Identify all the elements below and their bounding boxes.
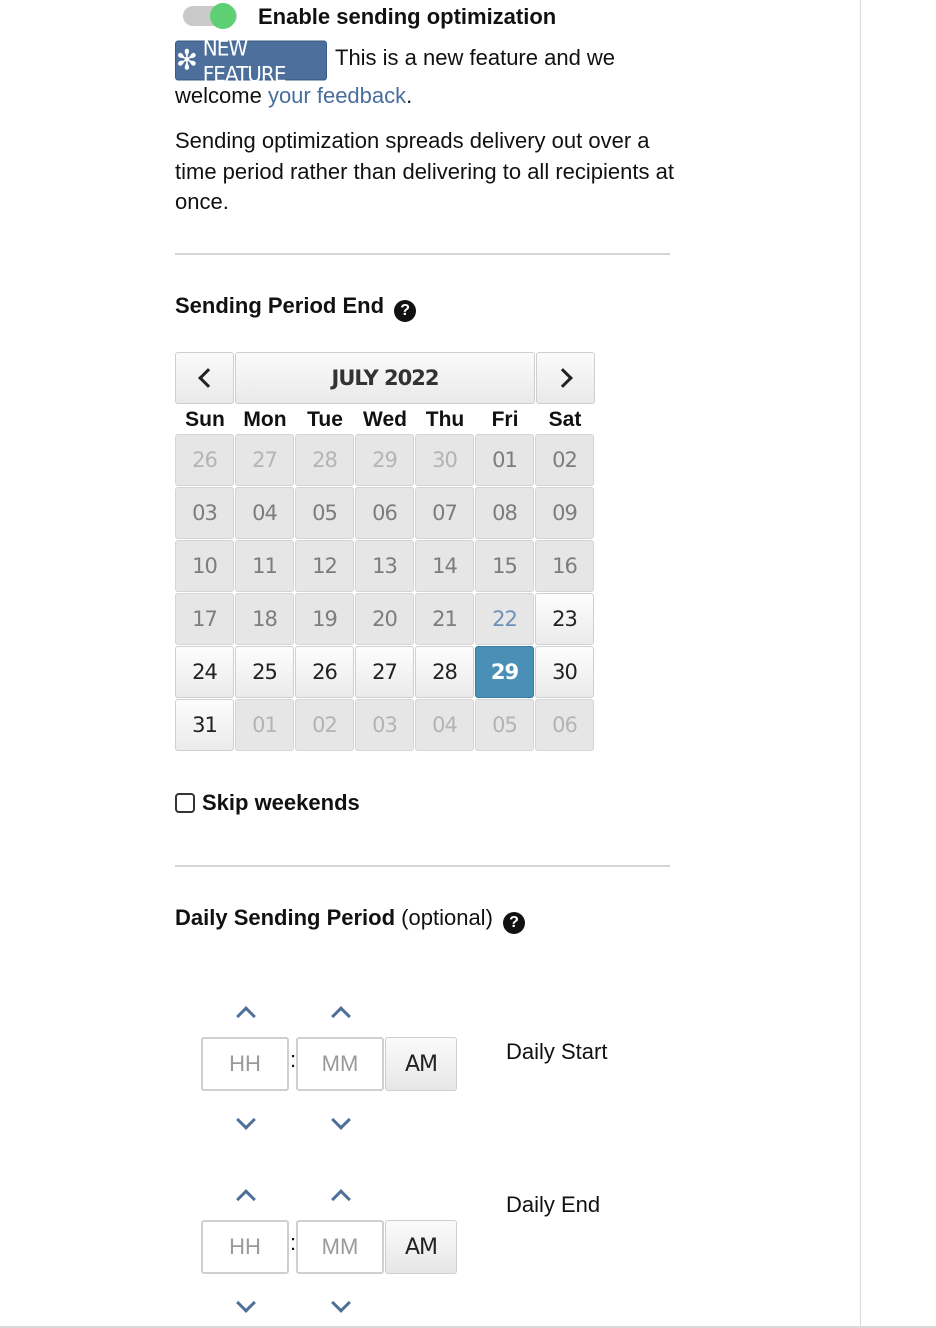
calendar-day: 03: [175, 487, 234, 539]
chevron-right-icon: [553, 368, 573, 388]
chevron-left-icon: [198, 368, 218, 388]
sending-period-end-label: Sending Period End: [175, 293, 385, 318]
start-minute-input[interactable]: MM: [296, 1037, 384, 1091]
time-separator: :: [290, 1047, 297, 1072]
daily-sending-period-label: Daily Sending Period: [175, 905, 396, 930]
calendar-day: 30: [415, 434, 474, 486]
intro-welcome: welcome: [175, 83, 262, 108]
calendar-day: 04: [415, 699, 474, 751]
daily-start-label: Daily Start: [506, 1039, 608, 1064]
calendar-day: 27: [235, 434, 294, 486]
calendar-day: 17: [175, 593, 234, 645]
calendar-grid: [175, 434, 595, 752]
minute-decrement-icon[interactable]: [331, 1110, 351, 1130]
calendar-day: 19: [295, 593, 354, 645]
toggle-knob: [210, 3, 236, 29]
calendar-day: 11: [235, 540, 294, 592]
sending-period-end-title: [175, 293, 416, 322]
calendar-day: 14: [415, 540, 474, 592]
calendar-day[interactable]: 24: [175, 646, 234, 698]
intro-text: This is a new feature and we: [335, 45, 616, 70]
end-ampm-button[interactable]: AM: [385, 1220, 457, 1274]
calendar-day: 01: [475, 434, 534, 486]
calendar-day: 09: [535, 487, 594, 539]
calendar-day[interactable]: 30: [535, 646, 594, 698]
calendar-day: 01: [235, 699, 294, 751]
daily-start-time-picker: [201, 1003, 461, 1143]
calendar-day: 04: [235, 487, 294, 539]
weekday-label: Tue: [307, 408, 343, 431]
weekday-label: Fri: [491, 408, 519, 431]
daily-end-label: Daily End: [506, 1192, 601, 1217]
calendar-day[interactable]: 28: [415, 646, 474, 698]
calendar-day: 22: [475, 593, 534, 645]
calendar-day: 29: [355, 434, 414, 486]
toggle-label: Enable sending optimization: [258, 4, 557, 29]
daily-sending-period-title: [175, 905, 525, 934]
hour-increment-icon[interactable]: [236, 1006, 256, 1026]
calendar-day[interactable]: 31: [175, 699, 234, 751]
calendar-day: 26: [175, 434, 234, 486]
minute-increment-icon[interactable]: [331, 1189, 351, 1209]
calendar-day: 02: [295, 699, 354, 751]
asterisk-icon: ✻: [176, 44, 197, 77]
calendar-day: 13: [355, 540, 414, 592]
hour-increment-icon[interactable]: [236, 1189, 256, 1209]
feedback-link[interactable]: your feedback: [267, 83, 407, 108]
panel-divider: [860, 0, 861, 1328]
calendar-day: 05: [475, 699, 534, 751]
intro-text-line2: [175, 83, 412, 109]
calendar-day: 05: [295, 487, 354, 539]
month-label[interactable]: JULY 2022: [235, 352, 535, 404]
sending-optimization-toggle[interactable]: [183, 2, 237, 30]
minute-increment-icon[interactable]: [331, 1006, 351, 1026]
question-circle-icon[interactable]: ?: [503, 912, 525, 934]
calendar-day: 02: [535, 434, 594, 486]
calendar-day: 20: [355, 593, 414, 645]
weekday-label: Wed: [363, 408, 407, 431]
intro-period: .: [406, 83, 413, 108]
calendar-day: 10: [175, 540, 234, 592]
start-hour-input[interactable]: HH: [201, 1037, 289, 1091]
calendar-day: 18: [235, 593, 294, 645]
hour-decrement-icon[interactable]: [236, 1293, 256, 1313]
calendar-day[interactable]: 26: [295, 646, 354, 698]
calendar-day: 21: [415, 593, 474, 645]
optional-label: (optional): [401, 905, 493, 930]
calendar-day: 07: [415, 487, 474, 539]
skip-weekends-checkbox[interactable]: [175, 793, 195, 813]
calendar-day-selected[interactable]: 29: [475, 646, 534, 698]
end-minute-input[interactable]: MM: [296, 1220, 384, 1274]
date-picker: [175, 352, 595, 752]
prev-month-button[interactable]: [175, 352, 234, 404]
calendar-day: 08: [475, 487, 534, 539]
calendar-day: 12: [295, 540, 354, 592]
new-feature-badge: [175, 34, 327, 87]
daily-end-time-picker: [201, 1186, 461, 1326]
next-month-button[interactable]: [536, 352, 595, 404]
calendar-header: [175, 352, 595, 404]
question-circle-icon[interactable]: ?: [394, 300, 416, 322]
calendar-day: 15: [475, 540, 534, 592]
calendar-day: 03: [355, 699, 414, 751]
time-separator: :: [290, 1230, 297, 1255]
minute-decrement-icon[interactable]: [331, 1293, 351, 1313]
weekday-header-row: [175, 404, 595, 434]
calendar-day: 06: [535, 699, 594, 751]
section-divider: [175, 865, 670, 867]
calendar-day[interactable]: 27: [355, 646, 414, 698]
weekday-label: Mon: [243, 408, 287, 431]
weekday-label: Thu: [425, 408, 465, 431]
optimization-description: Sending optimization spreads delivery out over a time period rather than delivering to all recipients at once.: [175, 128, 674, 214]
calendar-day: 28: [295, 434, 354, 486]
badge-label: NEW FEATURE: [202, 34, 286, 87]
skip-weekends-label: Skip weekends: [202, 790, 360, 815]
end-hour-input[interactable]: HH: [201, 1220, 289, 1274]
skip-weekends-option[interactable]: [175, 790, 360, 816]
calendar-day: 06: [355, 487, 414, 539]
calendar-day: 16: [535, 540, 594, 592]
weekday-label: Sun: [185, 408, 225, 431]
weekday-label: Sat: [548, 408, 582, 431]
section-divider: [175, 253, 670, 255]
start-ampm-button[interactable]: AM: [385, 1037, 457, 1091]
hour-decrement-icon[interactable]: [236, 1110, 256, 1130]
calendar-day[interactable]: 23: [535, 593, 594, 645]
calendar-day[interactable]: 25: [235, 646, 294, 698]
